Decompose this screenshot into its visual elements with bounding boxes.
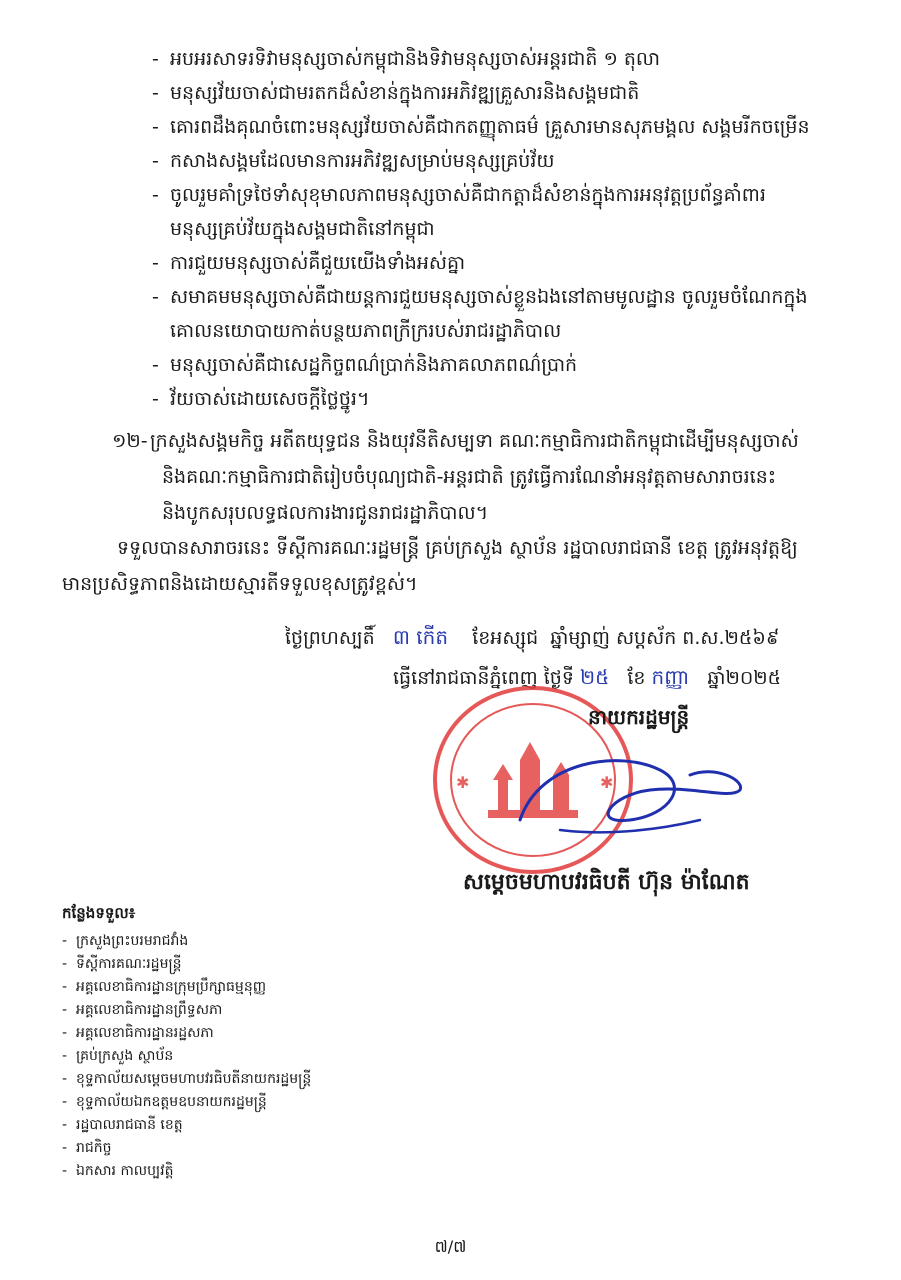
recipient-item: - ខុទ្ទកាល័យសម្ដេចមហាបវរធិបតីនាយករដ្ឋមន្ត្រី xyxy=(62,1068,482,1091)
bullet-item: - កសាងសង្គមដែលមានការអភិវឌ្ឍសម្រាប់មនុស្សគ្រប់វ័យ xyxy=(150,144,850,178)
closing-line: ទទួលបានសារាចរនេះ ទីស្ដីការគណៈរដ្ឋមន្ត្រី គ្រប់ក្រសួង ស្ថាប័ន រដ្ឋបាលរាជធានី ខេត្ត ត្រូវអនុវត្តឱ្យ xyxy=(117,537,798,559)
bullet-item: - វ័យចាស់ដោយសេចក្ដីថ្លៃថ្នូរ។ xyxy=(150,382,850,416)
item-12-line: និងគណៈកម្មាធិការជាតិរៀបចំបុណ្យជាតិ-អន្តរជាតិ ត្រូវធ្វើការណែនាំអនុវត្តតាមសារាចរនេះ xyxy=(162,466,777,488)
lunar-year: ឆ្នាំម្សាញ់ សប្តស័ក ព.ស.២៥៦៩ xyxy=(550,627,780,649)
place-label: ធ្វើនៅរាជធានីភ្នំពេញ ថ្ងៃទី xyxy=(393,667,574,689)
bullet-item: - គោរពដឹងគុណចំពោះមនុស្សវ័យចាស់គឺជាកតញ្ញុតាធម៌ គ្រួសារមានសុភមង្គល សង្គមរីកចម្រើន xyxy=(150,110,850,144)
bullet-item: - ការជួយមនុស្សចាស់គឺជួយយើងទាំងអស់គ្នា xyxy=(150,246,850,280)
bullet-item: - អបអរសាទរទិវាមនុស្សចាស់កម្ពុជានិងទិវាមនុស្សចាស់អន្តរជាតិ ១ តុលា xyxy=(150,42,850,76)
lunar-month: ខែអស្សុជ xyxy=(472,627,539,649)
recipient-item: - ឯកសារ កាលប្បវត្តិ xyxy=(62,1160,482,1183)
day-handwritten: ២៥ xyxy=(579,665,610,689)
lunar-date-line xyxy=(285,624,779,654)
closing-paragraph xyxy=(62,530,852,602)
item-12-paragraph xyxy=(112,423,852,531)
item-12-line: ក្រសួងសង្គមកិច្ច អតីតយុទ្ធជន និងយុវនីតិសម្បទា គណៈកម្មាធិការជាតិកម្ពុជាដើម្បីមនុស្សចាស់ xyxy=(150,430,799,452)
bullet-item: - មនុស្សចាស់គឺជាសេដ្ឋកិច្ចពណ៌ប្រាក់និងភាគលាភពណ៌ប្រាក់ xyxy=(150,348,850,382)
recipient-item: - គ្រប់ក្រសួង ស្ថាប័ន xyxy=(62,1045,482,1068)
recipient-item: - អគ្គលេខាធិការដ្ឋានក្រុមប្រឹក្សាធម្មនុញ្ញ xyxy=(62,976,482,999)
bullet-item: - សមាគមមនុស្សចាស់គឺជាយន្តការជួយមនុស្សចាស់ខ្លួនឯងនៅតាមមូលដ្ឋាន ចូលរួមចំណែកក្នុង គោលនយោបាយកាត់បន្ថយភាពក្រីក្ររបស់រាជរដ្ឋាភិបាល xyxy=(150,280,850,348)
bullet-item: - មនុស្សវ័យចាស់ជាមរតកដ៏សំខាន់ក្នុងការអភិវឌ្ឍគ្រួសារនិងសង្គមជាតិ xyxy=(150,76,850,110)
signatory-title: នាយករដ្ឋមន្ត្រី xyxy=(588,705,690,729)
handwritten-signature xyxy=(500,740,750,850)
closing-line: មានប្រសិទ្ធភាពនិងដោយស្មារតីទទួលខុសត្រូវខ្ពស់។ xyxy=(62,573,418,595)
item-12-line: និងបូកសរុបលទ្ធផលការងារជូនរាជរដ្ឋាភិបាល។ xyxy=(162,502,489,524)
lunar-day-handwritten: ៣ កើត xyxy=(392,625,449,649)
recipient-item: - ខុទ្ទកាល័យឯកឧត្តមឧបនាយករដ្ឋមន្ត្រី xyxy=(62,1091,482,1114)
recipient-item: - អគ្គលេខាធិការដ្ឋានព្រឹទ្ធសភា xyxy=(62,999,482,1022)
svg-text:✱: ✱ xyxy=(456,773,470,792)
year-label: ឆ្នាំ២០២៥ xyxy=(707,667,782,689)
recipient-item: - អគ្គលេខាធិការដ្ឋានរដ្ឋសភា xyxy=(62,1022,482,1045)
recipients-block xyxy=(62,904,482,1183)
recipients-list xyxy=(62,930,482,1183)
page-number: ៧/៧ xyxy=(434,1237,467,1256)
recipient-item: - ក្រសួងព្រះបរមរាជវាំង xyxy=(62,930,482,953)
bullet-item: - ចូលរួមគាំទ្រថៃទាំសុខុមាលភាពមនុស្សចាស់គឺជាកត្តាដ៏សំខាន់ក្នុងការអនុវត្តប្រព័ន្ធគាំពារ មនុស្សគ្រប់វ័យក្នុងសង្គមជាតិនៅកម្ពុជា xyxy=(150,178,850,246)
month-handwritten: កញ្ញា xyxy=(651,665,690,689)
recipients-heading: កន្លែងទទួល៖ xyxy=(62,904,136,922)
month-label: ខែ xyxy=(627,667,646,689)
bullet-list xyxy=(150,42,850,416)
svg-text:✱: ✱ xyxy=(600,773,614,792)
recipient-item: - រាជកិច្ច xyxy=(62,1137,482,1160)
lunar-day-label: ថ្ងៃព្រហស្បតិ៍ xyxy=(285,627,375,649)
item-number: ១២- xyxy=(112,430,148,452)
signatory-name: សម្ដេចមហាបវរធិបតី ហ៊ុន ម៉ាណែត xyxy=(463,870,750,895)
recipient-item: - រដ្ឋបាលរាជធានី ខេត្ត xyxy=(62,1114,482,1137)
recipient-item: - ទីស្ដីការគណៈរដ្ឋមន្ត្រី xyxy=(62,953,482,976)
